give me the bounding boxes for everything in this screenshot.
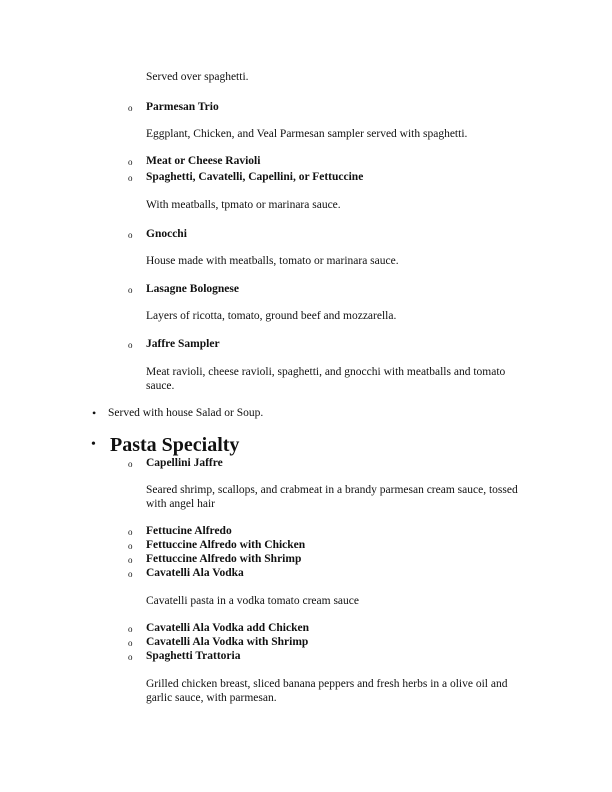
menu-item-name: Lasagne Bolognese (146, 283, 239, 295)
sub-bullet-icon: o (128, 459, 133, 469)
menu-item-name: Cavatelli Ala Vodka (146, 567, 244, 579)
menu-item-name: Cavatelli Ala Vodka with Shrimp (146, 636, 309, 648)
item-description: Eggplant, Chicken, and Veal Parmesan sampler served with spaghetti. (146, 128, 468, 140)
item-description: Cavatelli pasta in a vodka tomato cream sauce (146, 595, 359, 607)
sub-bullet-icon: o (128, 157, 133, 167)
menu-item-name: Spaghetti, Cavatelli, Capellini, or Fettuccine (146, 171, 364, 183)
item-description: Layers of ricotta, tomato, ground beef and mozzarella. (146, 310, 397, 322)
sub-bullet-icon: o (128, 230, 133, 240)
section-heading: Pasta Specialty (110, 434, 240, 456)
item-description: Meat ravioli, cheese ravioli, spaghetti, and gnocchi with meatballs and tomato sauce. (146, 366, 506, 392)
sub-bullet-icon: o (128, 340, 133, 350)
side-note: Served with house Salad or Soup. (108, 407, 264, 419)
item-description: House made with meatballs, tomato or marinara sauce. (146, 255, 399, 267)
menu-item-name: Cavatelli Ala Vodka add Chicken (146, 622, 309, 634)
item-description: Grilled chicken breast, sliced banana peppers and fresh herbs in a olive oil and garlic sauce, with parmesan. (146, 678, 508, 704)
sub-bullet-icon: o (128, 103, 133, 113)
menu-item-name: Gnocchi (146, 228, 187, 240)
sub-bullet-icon: o (128, 652, 133, 662)
menu-item-name: Spaghetti Trattoria (146, 650, 241, 662)
item-description: Seared shrimp, scallops, and crabmeat in a brandy parmesan cream sauce, tossed with angel hair (146, 484, 518, 510)
sub-bullet-icon: o (128, 285, 133, 295)
item-description: Served over spaghetti. (146, 71, 249, 83)
sub-bullet-icon: o (128, 541, 133, 551)
sub-bullet-icon: o (128, 527, 133, 537)
bullet-icon: • (92, 406, 97, 420)
sub-bullet-icon: o (128, 173, 133, 183)
sub-bullet-icon: o (128, 638, 133, 648)
menu-item-name: Capellini Jaffre (146, 457, 223, 469)
menu-item-name: Parmesan Trio (146, 101, 219, 113)
sub-bullet-icon: o (128, 569, 133, 579)
sub-bullet-icon: o (128, 624, 133, 634)
menu-item-name: Fettuccine Alfredo with Chicken (146, 539, 306, 551)
item-description: With meatballs, tpmato or marinara sauce. (146, 199, 341, 211)
sub-bullet-icon: o (128, 555, 133, 565)
bullet-icon: • (91, 437, 96, 452)
menu-item-name: Fettuccine Alfredo with Shrimp (146, 553, 302, 565)
menu-item-name: Meat or Cheese Ravioli (146, 155, 261, 167)
menu-item-name: Fettucine Alfredo (146, 525, 232, 537)
menu-item-name: Jaffre Sampler (146, 338, 220, 350)
